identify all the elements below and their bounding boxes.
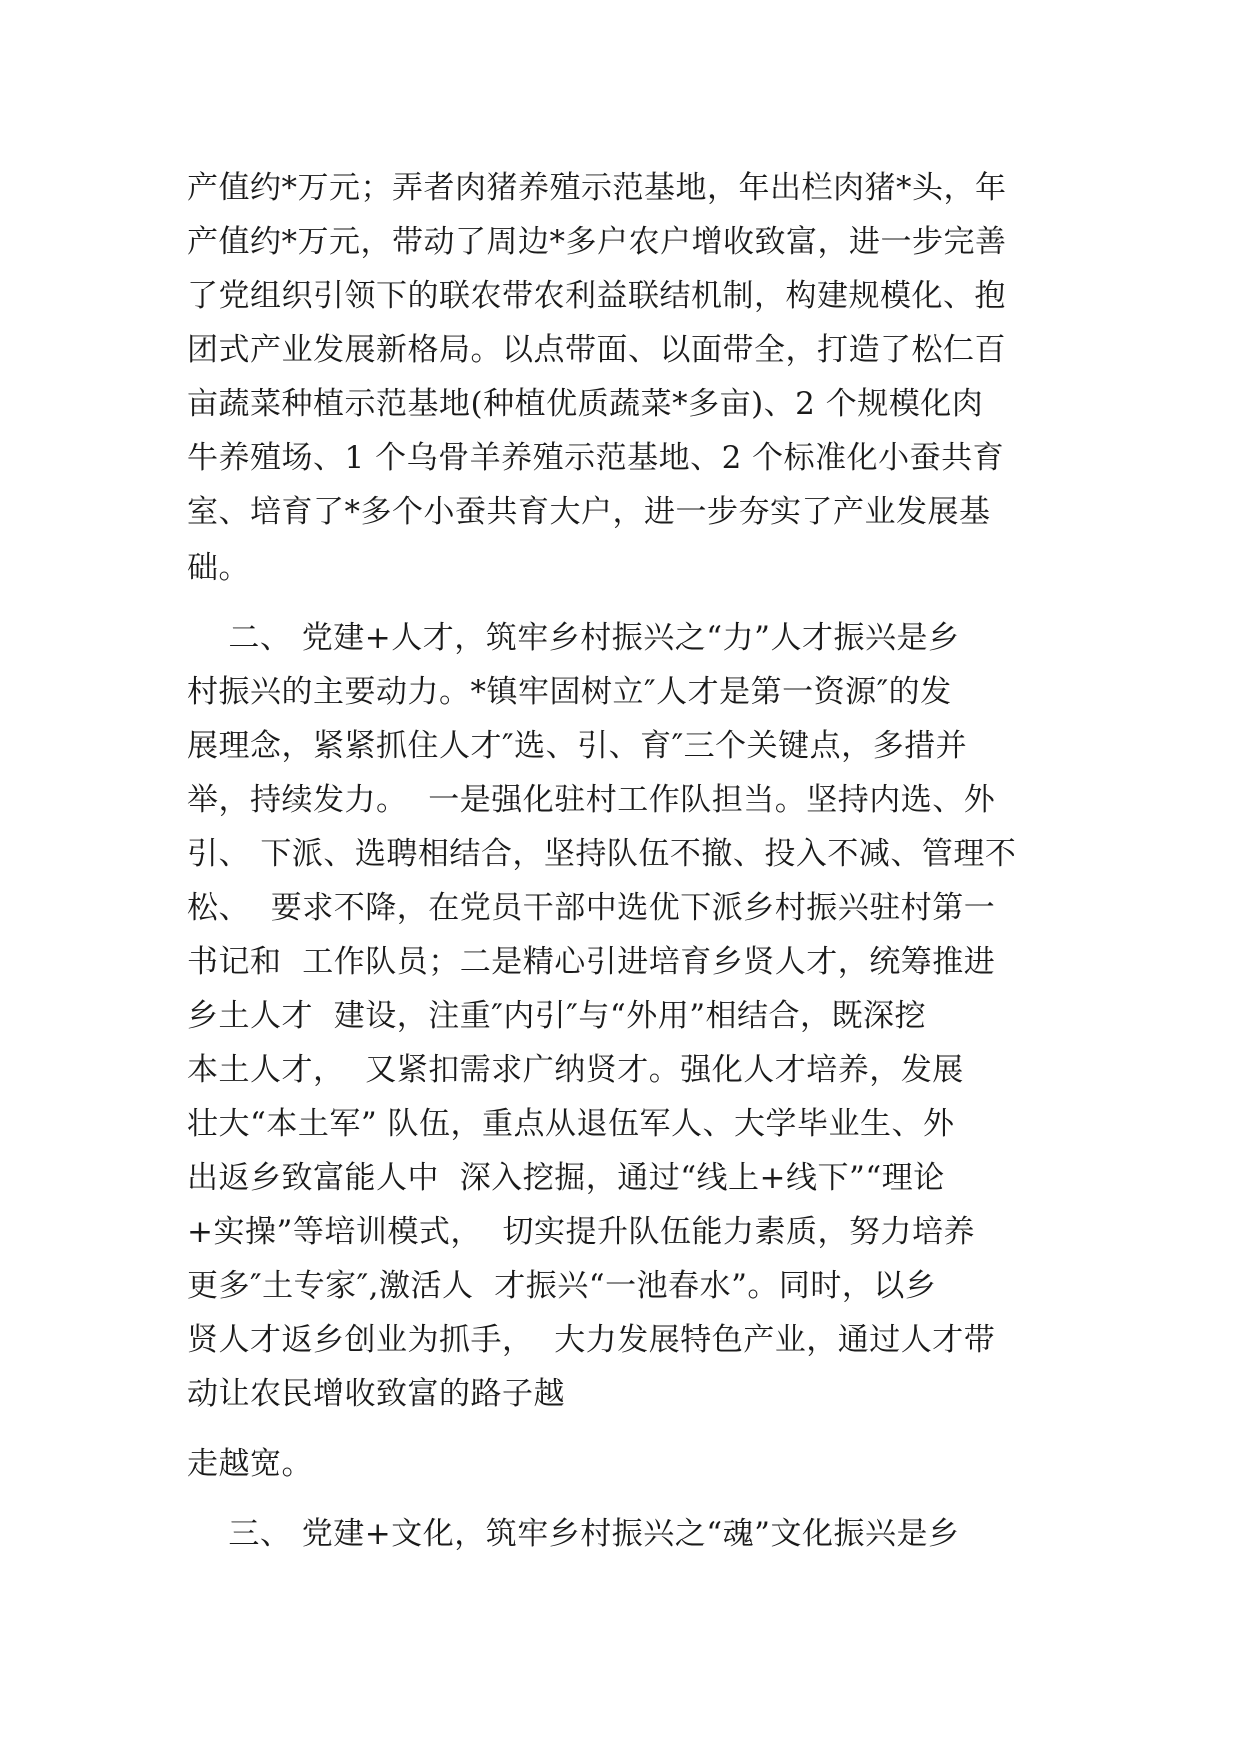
text-line: 贤人才返乡创业为抓手， 大力发展特色产业，通过人才带 [187,1322,996,1358]
text-line: 走越宽。 [187,1446,313,1482]
section-heading-line: 二、 党建+人才，筑牢乡村振兴之“力”人才振兴是乡 [187,620,960,656]
text-line: 出返乡致富能人中 深入挖掘，通过“线上+线下”“理论 [187,1160,945,1196]
text-line: +实操”等培训模式， 切实提升队伍能力素质，努力培养 [187,1214,976,1250]
text-line: 动让农民增收致富的路子越 [187,1376,565,1412]
text-line: 书记和 工作队员；二是精心引进培育乡贤人才，统筹推进 [187,944,996,980]
text-line: 村振兴的主要动力。*镇牢固树立″人才是第一资源″的发 [187,674,952,710]
text-line: 础。 [187,550,250,586]
text-line: 团式产业发展新格局。以点带面、以面带全，打造了松仁百 [187,332,1006,368]
text-line: 展理念，紧紧抓住人才″选、引、育″三个关键点，多措并 [187,728,968,764]
text-line: 乡土人才 建设，注重″内引″与“外用”相结合，既深挖 [187,998,927,1034]
text-line: 壮大“本土军” 队伍，重点从退伍军人、大学毕业生、外 [187,1106,955,1142]
text-line: 举，持续发力。 一是强化驻村工作队担当。坚持内选、外 [187,782,996,818]
text-line: 引、 下派、选聘相结合，坚持队伍不撤、投入不减、管理不 [187,836,1017,872]
section-heading-line: 三、 党建+文化，筑牢乡村振兴之“魂”文化振兴是乡 [187,1516,960,1552]
text-line: 室、培育了*多个小蚕共育大户，进一步夯实了产业发展基 [187,494,991,530]
text-line: 产值约*万元，带动了周边*多户农户增收致富，进一步完善 [187,224,1007,260]
text-line: 本土人才， 又紧扣需求广纳贤才。强化人才培养，发展 [187,1052,964,1088]
text-line: 更多″土专家″,激活人 才振兴“一池春水”。同时，以乡 [187,1268,937,1304]
text-line: 了党组织引领下的联农带农利益联结机制，构建规模化、抱 [187,278,1006,314]
text-line: 松、 要求不降，在党员干部中选优下派乡村振兴驻村第一 [187,890,996,926]
text-line: 产值约*万元；弄者肉猪养殖示范基地，年出栏肉猪*头，年 [187,170,1007,206]
text-line: 亩蔬菜种植示范基地(种植优质蔬菜*多亩)、2 个规模化肉 [187,386,984,422]
text-line: 牛养殖场、1 个乌骨羊养殖示范基地、2 个标准化小蚕共育 [187,440,1005,476]
